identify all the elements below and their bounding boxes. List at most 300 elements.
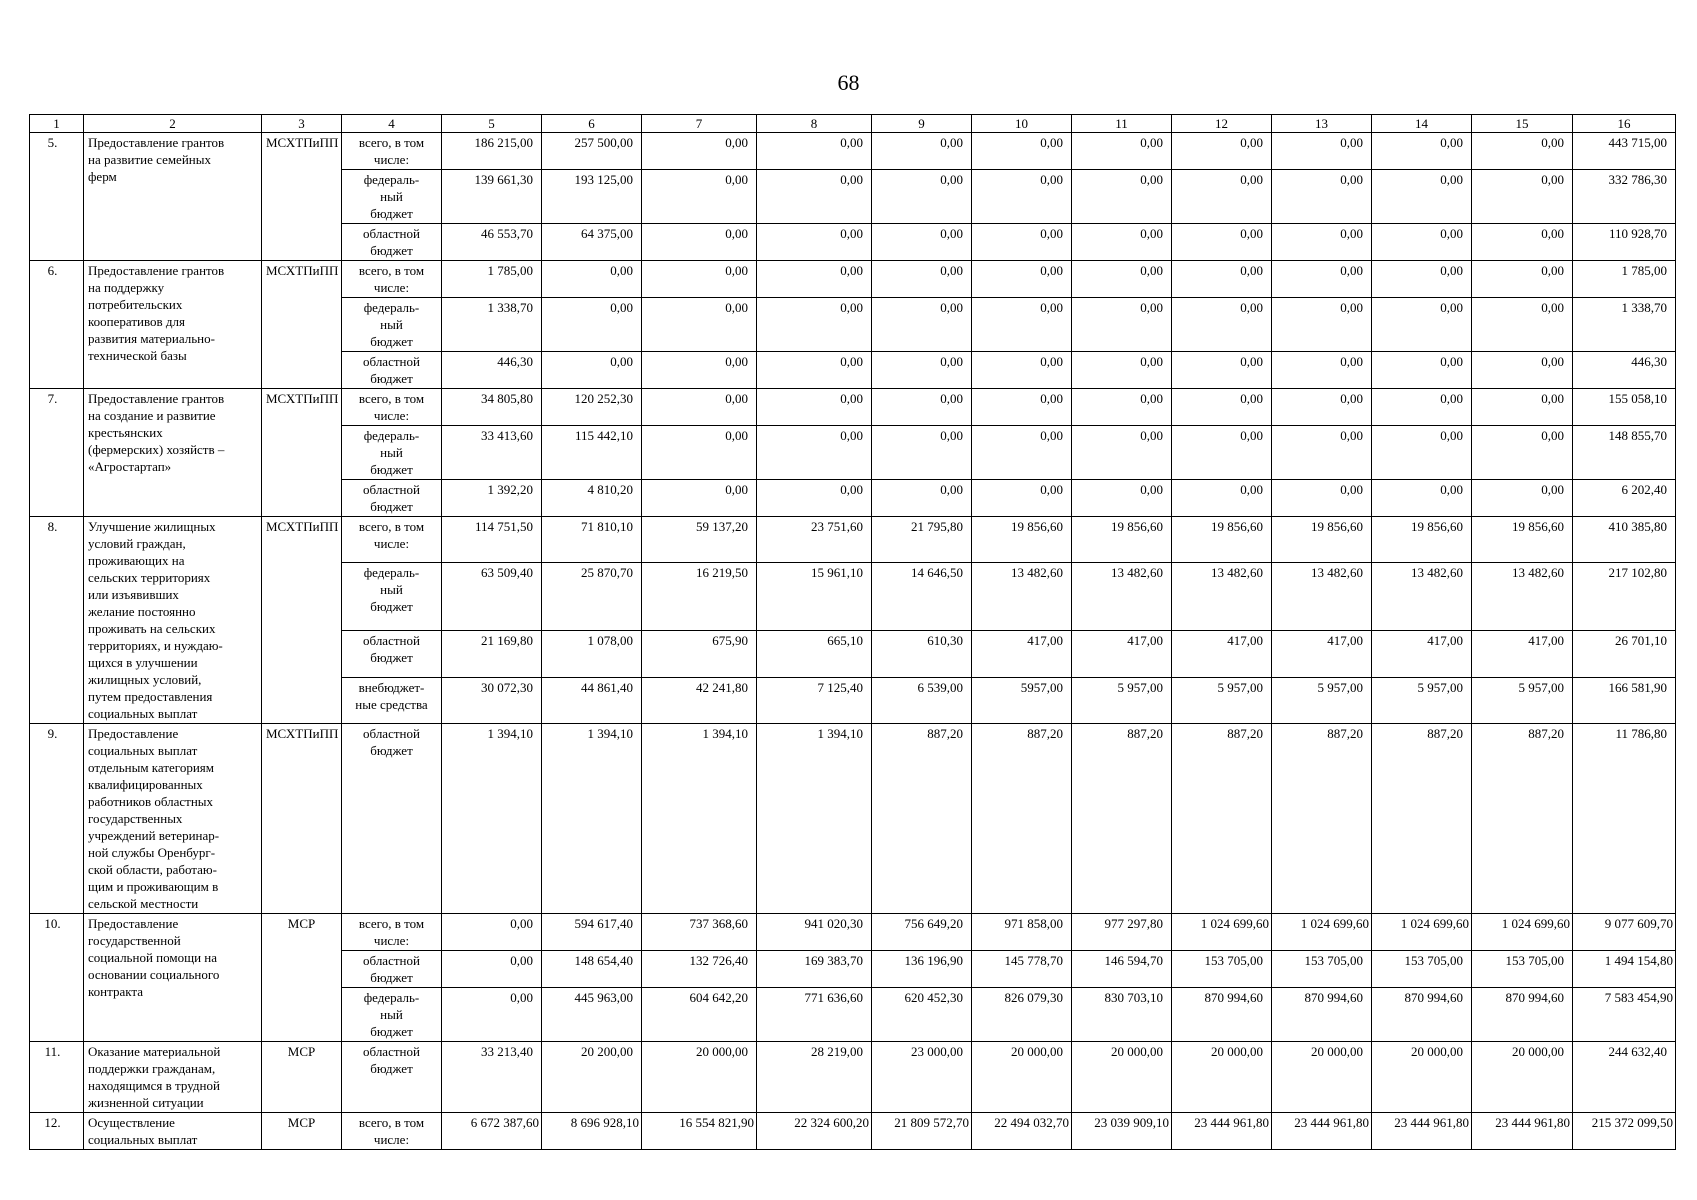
text-line: проживающих на bbox=[88, 553, 185, 568]
amount-cell: 0,00 bbox=[1172, 261, 1272, 298]
text-line: бюджет bbox=[370, 650, 413, 666]
funding-source bbox=[342, 724, 442, 914]
text-line: федераль- bbox=[363, 172, 420, 187]
amount-cell: 7 583 454,90 bbox=[1573, 988, 1676, 1042]
amount-cell: 244 632,40 bbox=[1573, 1042, 1676, 1113]
amount-cell: 0,00 bbox=[972, 224, 1072, 261]
funding-source bbox=[342, 517, 442, 563]
column-number-header: 5 bbox=[442, 115, 542, 133]
amount-cell: 417,00 bbox=[1272, 631, 1372, 677]
amount-cell: 737 368,60 bbox=[642, 914, 757, 951]
amount-cell: 0,00 bbox=[642, 224, 757, 261]
funding-source bbox=[342, 988, 442, 1042]
amount-cell: 8 696 928,10 bbox=[542, 1113, 642, 1150]
text-line: крестьянских bbox=[88, 425, 163, 440]
amount-cell: 0,00 bbox=[1472, 352, 1573, 389]
amount-cell: 20 000,00 bbox=[1472, 1042, 1573, 1113]
amount-cell: 830 703,10 bbox=[1072, 988, 1172, 1042]
amount-cell: 19 856,60 bbox=[1272, 517, 1372, 563]
amount-cell: 148 855,70 bbox=[1573, 426, 1676, 480]
amount-cell: 0,00 bbox=[972, 261, 1072, 298]
amount-cell: 14 646,50 bbox=[872, 563, 972, 631]
text-line: технической базы bbox=[88, 348, 187, 363]
table-row bbox=[30, 1042, 1676, 1113]
text-line: бюджет bbox=[370, 970, 413, 985]
amount-cell: 0,00 bbox=[757, 170, 872, 224]
amount-cell: 0,00 bbox=[1272, 426, 1372, 480]
text-line: социальных выплат bbox=[88, 743, 198, 758]
amount-cell: 1 024 699,60 bbox=[1172, 914, 1272, 951]
measure-name bbox=[84, 724, 262, 914]
column-number-header: 16 bbox=[1573, 115, 1676, 133]
funding-source bbox=[342, 563, 442, 631]
text-line: условий граждан, bbox=[88, 536, 186, 551]
amount-cell: 417,00 bbox=[1172, 631, 1272, 677]
text-line: числе: bbox=[373, 280, 410, 295]
amount-cell: 0,00 bbox=[642, 298, 757, 352]
text-line: МСХТП bbox=[266, 135, 313, 150]
amount-cell: 0,00 bbox=[872, 261, 972, 298]
executor bbox=[262, 133, 342, 261]
amount-cell: 870 994,60 bbox=[1172, 988, 1272, 1042]
item-number: 10. bbox=[30, 914, 84, 1042]
amount-cell: 19 856,60 bbox=[1372, 517, 1472, 563]
text-line: ные средства bbox=[355, 696, 428, 712]
text-line: работников областных bbox=[88, 794, 214, 809]
column-number-header-row bbox=[30, 115, 1676, 133]
column-number-header: 1 bbox=[30, 115, 84, 133]
amount-cell: 145 778,70 bbox=[972, 951, 1072, 988]
text-line: бюджет bbox=[370, 371, 413, 386]
amount-cell: 0,00 bbox=[642, 426, 757, 480]
text-line: учреждений ветеринар- bbox=[88, 828, 220, 843]
amount-cell: 33 413,60 bbox=[442, 426, 542, 480]
amount-cell: 0,00 bbox=[972, 480, 1072, 517]
amount-cell: 148 654,40 bbox=[542, 951, 642, 988]
text-line: всего, в том bbox=[358, 916, 425, 931]
amount-cell: 0,00 bbox=[1472, 133, 1573, 170]
amount-cell: 0,00 bbox=[872, 170, 972, 224]
amount-cell: 0,00 bbox=[1272, 170, 1372, 224]
text-line: желание постоянно bbox=[88, 604, 196, 619]
column-number-header: 6 bbox=[542, 115, 642, 133]
text-line: бюджет bbox=[370, 462, 413, 477]
funding-source bbox=[342, 389, 442, 426]
amount-cell: 0,00 bbox=[1272, 133, 1372, 170]
amount-cell: 166 581,90 bbox=[1573, 677, 1676, 723]
text-line: областной bbox=[363, 633, 420, 649]
amount-cell: 20 000,00 bbox=[642, 1042, 757, 1113]
amount-cell: 30 072,30 bbox=[442, 677, 542, 723]
amount-cell: 153 705,00 bbox=[1372, 951, 1472, 988]
amount-cell: 446,30 bbox=[442, 352, 542, 389]
funding-source bbox=[342, 261, 442, 298]
text-line: иПП bbox=[312, 391, 339, 406]
item-number: 12. bbox=[30, 1113, 84, 1150]
text-line: ный bbox=[380, 445, 403, 460]
amount-cell: 64 375,00 bbox=[542, 224, 642, 261]
funding-source bbox=[342, 298, 442, 352]
amount-cell: 0,00 bbox=[542, 261, 642, 298]
amount-cell: 887,20 bbox=[972, 724, 1072, 914]
amount-cell: 115 442,10 bbox=[542, 426, 642, 480]
text-line: всего, в том bbox=[358, 519, 425, 534]
table-row bbox=[30, 724, 1676, 914]
amount-cell: 19 856,60 bbox=[1072, 517, 1172, 563]
text-line: числе: bbox=[373, 933, 410, 948]
amount-cell: 0,00 bbox=[1072, 170, 1172, 224]
funding-source bbox=[342, 914, 442, 951]
amount-cell: 1 024 699,60 bbox=[1472, 914, 1573, 951]
amount-cell: 771 636,60 bbox=[757, 988, 872, 1042]
amount-cell: 16 554 821,90 bbox=[642, 1113, 757, 1150]
text-line: на создание и развитие bbox=[88, 408, 216, 423]
amount-cell: 0,00 bbox=[757, 298, 872, 352]
table-row bbox=[30, 914, 1676, 951]
amount-cell: 139 661,30 bbox=[442, 170, 542, 224]
amount-cell: 59 137,20 bbox=[642, 517, 757, 563]
amount-cell: 0,00 bbox=[1272, 352, 1372, 389]
text-line: ный bbox=[380, 1007, 403, 1022]
measure-name bbox=[84, 517, 262, 724]
amount-cell: 594 617,40 bbox=[542, 914, 642, 951]
amount-cell: 21 169,80 bbox=[442, 631, 542, 677]
amount-cell: 21 809 572,70 bbox=[872, 1113, 972, 1150]
text-line: Осуществление bbox=[88, 1115, 175, 1130]
amount-cell: 19 856,60 bbox=[972, 517, 1072, 563]
amount-cell: 0,00 bbox=[642, 170, 757, 224]
item-number: 8. bbox=[30, 517, 84, 724]
amount-cell: 21 795,80 bbox=[872, 517, 972, 563]
text-line: Оказание материальной bbox=[88, 1044, 221, 1059]
text-line: иПП bbox=[312, 726, 339, 741]
column-number-header: 7 bbox=[642, 115, 757, 133]
text-line: бюджет bbox=[370, 743, 413, 758]
amount-cell: 20 200,00 bbox=[542, 1042, 642, 1113]
executor bbox=[262, 1113, 342, 1150]
amount-cell: 0,00 bbox=[1272, 224, 1372, 261]
text-line: федераль- bbox=[363, 565, 420, 581]
amount-cell: 6 672 387,60 bbox=[442, 1113, 542, 1150]
amount-cell: 0,00 bbox=[642, 352, 757, 389]
amount-cell: 410 385,80 bbox=[1573, 517, 1676, 563]
column-number-header: 12 bbox=[1172, 115, 1272, 133]
text-line: контракта bbox=[88, 984, 143, 999]
amount-cell: 971 858,00 bbox=[972, 914, 1072, 951]
amount-cell: 665,10 bbox=[757, 631, 872, 677]
page-number: 68 bbox=[837, 70, 860, 95]
funding-source bbox=[342, 951, 442, 988]
amount-cell: 5 957,00 bbox=[1472, 677, 1573, 723]
amount-cell: 1 785,00 bbox=[442, 261, 542, 298]
column-number-header: 11 bbox=[1072, 115, 1172, 133]
amount-cell: 0,00 bbox=[1472, 389, 1573, 426]
amount-cell: 1 394,10 bbox=[642, 724, 757, 914]
executor bbox=[262, 389, 342, 517]
amount-cell: 120 252,30 bbox=[542, 389, 642, 426]
amount-cell: 42 241,80 bbox=[642, 677, 757, 723]
text-line: квалифицированных bbox=[88, 777, 203, 792]
text-line: иПП bbox=[312, 263, 339, 278]
item-number: 7. bbox=[30, 389, 84, 517]
text-line: территориях, и нуждаю- bbox=[88, 638, 223, 653]
amount-cell: 1 392,20 bbox=[442, 480, 542, 517]
measure-name bbox=[84, 133, 262, 261]
amount-cell: 0,00 bbox=[642, 389, 757, 426]
table-body bbox=[30, 115, 1676, 1150]
amount-cell: 1 785,00 bbox=[1573, 261, 1676, 298]
amount-cell: 1 338,70 bbox=[1573, 298, 1676, 352]
amount-cell: 0,00 bbox=[1372, 389, 1472, 426]
amount-cell: 0,00 bbox=[642, 480, 757, 517]
measure-name bbox=[84, 1113, 262, 1150]
amount-cell: 0,00 bbox=[1472, 261, 1573, 298]
amount-cell: 136 196,90 bbox=[872, 951, 972, 988]
amount-cell: 5 957,00 bbox=[1172, 677, 1272, 723]
amount-cell: 0,00 bbox=[757, 426, 872, 480]
amount-cell: 153 705,00 bbox=[1272, 951, 1372, 988]
amount-cell: 417,00 bbox=[972, 631, 1072, 677]
amount-cell: 13 482,60 bbox=[1472, 563, 1573, 631]
amount-cell: 0,00 bbox=[1372, 261, 1472, 298]
amount-cell: 23 444 961,80 bbox=[1372, 1113, 1472, 1150]
text-line: бюджет bbox=[370, 334, 413, 349]
funding-source bbox=[342, 631, 442, 677]
text-line: или изъявивших bbox=[88, 587, 179, 602]
executor bbox=[262, 1042, 342, 1113]
amount-cell: 0,00 bbox=[1272, 261, 1372, 298]
text-line: всего, в том bbox=[358, 391, 425, 406]
amount-cell: 1 394,10 bbox=[442, 724, 542, 914]
column-number-header: 14 bbox=[1372, 115, 1472, 133]
text-line: ный bbox=[380, 582, 403, 598]
amount-cell: 1 338,70 bbox=[442, 298, 542, 352]
text-line: отдельным категориям bbox=[88, 760, 214, 775]
text-line: числе: bbox=[373, 408, 410, 423]
amount-cell: 0,00 bbox=[1372, 426, 1472, 480]
amount-cell: 1 024 699,60 bbox=[1372, 914, 1472, 951]
amount-cell: 20 000,00 bbox=[1072, 1042, 1172, 1113]
amount-cell: 0,00 bbox=[1072, 224, 1172, 261]
amount-cell: 0,00 bbox=[972, 426, 1072, 480]
text-line: поддержки гражданам, bbox=[88, 1061, 216, 1076]
text-line: сельских территориях bbox=[88, 570, 211, 585]
amount-cell: 887,20 bbox=[1172, 724, 1272, 914]
amount-cell: 604 642,20 bbox=[642, 988, 757, 1042]
funding-source bbox=[342, 426, 442, 480]
amount-cell: 1 078,00 bbox=[542, 631, 642, 677]
amount-cell: 756 649,20 bbox=[872, 914, 972, 951]
amount-cell: 46 553,70 bbox=[442, 224, 542, 261]
amount-cell: 5957,00 bbox=[972, 677, 1072, 723]
column-number-header: 13 bbox=[1272, 115, 1372, 133]
column-number-header: 4 bbox=[342, 115, 442, 133]
amount-cell: 13 482,60 bbox=[1272, 563, 1372, 631]
amount-cell: 11 786,80 bbox=[1573, 724, 1676, 914]
amount-cell: 1 494 154,80 bbox=[1573, 951, 1676, 988]
amount-cell: 26 701,10 bbox=[1573, 631, 1676, 677]
amount-cell: 19 856,60 bbox=[1472, 517, 1573, 563]
executor bbox=[262, 914, 342, 1042]
text-line: (фермерских) хозяйств – bbox=[88, 442, 225, 457]
amount-cell: 28 219,00 bbox=[757, 1042, 872, 1113]
text-line: потребительских bbox=[88, 297, 183, 312]
amount-cell: 13 482,60 bbox=[972, 563, 1072, 631]
text-line: числе: bbox=[373, 536, 410, 551]
amount-cell: 0,00 bbox=[442, 988, 542, 1042]
text-line: МСХТП bbox=[266, 519, 313, 534]
amount-cell: 0,00 bbox=[1472, 170, 1573, 224]
amount-cell: 0,00 bbox=[542, 298, 642, 352]
funding-source bbox=[342, 170, 442, 224]
amount-cell: 0,00 bbox=[1372, 298, 1472, 352]
text-line: Предоставление bbox=[88, 916, 179, 931]
amount-cell: 0,00 bbox=[1472, 480, 1573, 517]
item-number: 6. bbox=[30, 261, 84, 389]
text-line: путем предоставления bbox=[88, 689, 213, 704]
text-line: МСР bbox=[287, 916, 316, 931]
amount-cell: 1 394,10 bbox=[757, 724, 872, 914]
text-line: социальных выплат bbox=[88, 706, 198, 721]
funding-source bbox=[342, 1042, 442, 1113]
column-number-header: 10 bbox=[972, 115, 1072, 133]
amount-cell: 20 000,00 bbox=[1172, 1042, 1272, 1113]
amount-cell: 0,00 bbox=[1472, 298, 1573, 352]
amount-cell: 0,00 bbox=[1472, 224, 1573, 261]
table-row bbox=[30, 1113, 1676, 1150]
table-row bbox=[30, 389, 1676, 426]
amount-cell: 44 861,40 bbox=[542, 677, 642, 723]
text-line: иПП bbox=[312, 135, 339, 150]
amount-cell: 0,00 bbox=[872, 298, 972, 352]
amount-cell: 0,00 bbox=[442, 914, 542, 951]
amount-cell: 0,00 bbox=[1272, 298, 1372, 352]
executor bbox=[262, 517, 342, 724]
amount-cell: 71 810,10 bbox=[542, 517, 642, 563]
amount-cell: 0,00 bbox=[757, 261, 872, 298]
amount-cell: 23 444 961,80 bbox=[1172, 1113, 1272, 1150]
text-line: бюджет bbox=[370, 599, 413, 615]
amount-cell: 0,00 bbox=[872, 480, 972, 517]
amount-cell: 887,20 bbox=[1272, 724, 1372, 914]
amount-cell: 23 751,60 bbox=[757, 517, 872, 563]
measure-name bbox=[84, 914, 262, 1042]
amount-cell: 443 715,00 bbox=[1573, 133, 1676, 170]
amount-cell: 146 594,70 bbox=[1072, 951, 1172, 988]
text-line: МСР bbox=[287, 1044, 316, 1059]
text-line: федераль- bbox=[363, 428, 420, 443]
amount-cell: 0,00 bbox=[1272, 480, 1372, 517]
amount-cell: 445 963,00 bbox=[542, 988, 642, 1042]
text-line: ный bbox=[380, 189, 403, 204]
amount-cell: 0,00 bbox=[872, 426, 972, 480]
text-line: «Агростартап» bbox=[88, 459, 172, 474]
amount-cell: 25 870,70 bbox=[542, 563, 642, 631]
amount-cell: 0,00 bbox=[1372, 480, 1472, 517]
amount-cell: 941 020,30 bbox=[757, 914, 872, 951]
text-line: иПП bbox=[312, 519, 339, 534]
amount-cell: 13 482,60 bbox=[1072, 563, 1172, 631]
text-line: всего, в том bbox=[358, 135, 425, 150]
executor bbox=[262, 724, 342, 914]
funding-source bbox=[342, 224, 442, 261]
amount-cell: 15 961,10 bbox=[757, 563, 872, 631]
text-line: жилищных условий, bbox=[88, 672, 202, 687]
text-line: на развитие семейных bbox=[88, 152, 211, 167]
executor bbox=[262, 261, 342, 389]
table-row bbox=[30, 517, 1676, 563]
amount-cell: 620 452,30 bbox=[872, 988, 972, 1042]
amount-cell: 0,00 bbox=[1172, 389, 1272, 426]
measure-name bbox=[84, 261, 262, 389]
amount-cell: 20 000,00 bbox=[972, 1042, 1072, 1113]
amount-cell: 20 000,00 bbox=[1372, 1042, 1472, 1113]
text-line: внебюджет- bbox=[358, 679, 425, 695]
text-line: основании социального bbox=[88, 967, 220, 982]
amount-cell: 155 058,10 bbox=[1573, 389, 1676, 426]
amount-cell: 826 079,30 bbox=[972, 988, 1072, 1042]
amount-cell: 0,00 bbox=[872, 352, 972, 389]
funding-source bbox=[342, 133, 442, 170]
amount-cell: 0,00 bbox=[442, 951, 542, 988]
amount-cell: 887,20 bbox=[1072, 724, 1172, 914]
amount-cell: 0,00 bbox=[1172, 170, 1272, 224]
text-line: областной bbox=[363, 354, 420, 369]
text-line: социальной помощи на bbox=[88, 950, 218, 965]
amount-cell: 34 805,80 bbox=[442, 389, 542, 426]
amount-cell: 186 215,00 bbox=[442, 133, 542, 170]
column-number-header: 2 bbox=[84, 115, 262, 133]
amount-cell: 0,00 bbox=[872, 389, 972, 426]
text-line: бюджет bbox=[370, 499, 413, 514]
amount-cell: 0,00 bbox=[872, 224, 972, 261]
amount-cell: 5 957,00 bbox=[1272, 677, 1372, 723]
amount-cell: 20 000,00 bbox=[1272, 1042, 1372, 1113]
amount-cell: 0,00 bbox=[1472, 426, 1573, 480]
amount-cell: 0,00 bbox=[642, 133, 757, 170]
amount-cell: 6 539,00 bbox=[872, 677, 972, 723]
measure-name bbox=[84, 389, 262, 517]
text-line: числе: bbox=[373, 1132, 410, 1147]
amount-cell: 132 726,40 bbox=[642, 951, 757, 988]
text-line: МСХТП bbox=[266, 391, 313, 406]
amount-cell: 610,30 bbox=[872, 631, 972, 677]
amount-cell: 0,00 bbox=[1072, 389, 1172, 426]
text-line: областной bbox=[363, 1044, 420, 1059]
text-line: бюджет bbox=[370, 1024, 413, 1039]
amount-cell: 33 213,40 bbox=[442, 1042, 542, 1113]
text-line: жизненной ситуации bbox=[88, 1095, 204, 1110]
amount-cell: 870 994,60 bbox=[1372, 988, 1472, 1042]
item-number: 11. bbox=[30, 1042, 84, 1113]
text-line: ферм bbox=[88, 169, 117, 184]
text-line: МСХТП bbox=[266, 726, 313, 741]
amount-cell: 193 125,00 bbox=[542, 170, 642, 224]
text-line: областной bbox=[363, 482, 420, 497]
table-row bbox=[30, 133, 1676, 170]
amount-cell: 0,00 bbox=[757, 352, 872, 389]
column-number-header: 15 bbox=[1472, 115, 1573, 133]
text-line: бюджет bbox=[370, 1061, 413, 1076]
funding-source bbox=[342, 1113, 442, 1150]
text-line: областной bbox=[363, 953, 420, 968]
amount-cell: 22 324 600,20 bbox=[757, 1113, 872, 1150]
amount-cell: 0,00 bbox=[542, 352, 642, 389]
amount-cell: 1 394,10 bbox=[542, 724, 642, 914]
amount-cell: 23 039 909,10 bbox=[1072, 1113, 1172, 1150]
amount-cell: 9 077 609,70 bbox=[1573, 914, 1676, 951]
amount-cell: 0,00 bbox=[1072, 261, 1172, 298]
